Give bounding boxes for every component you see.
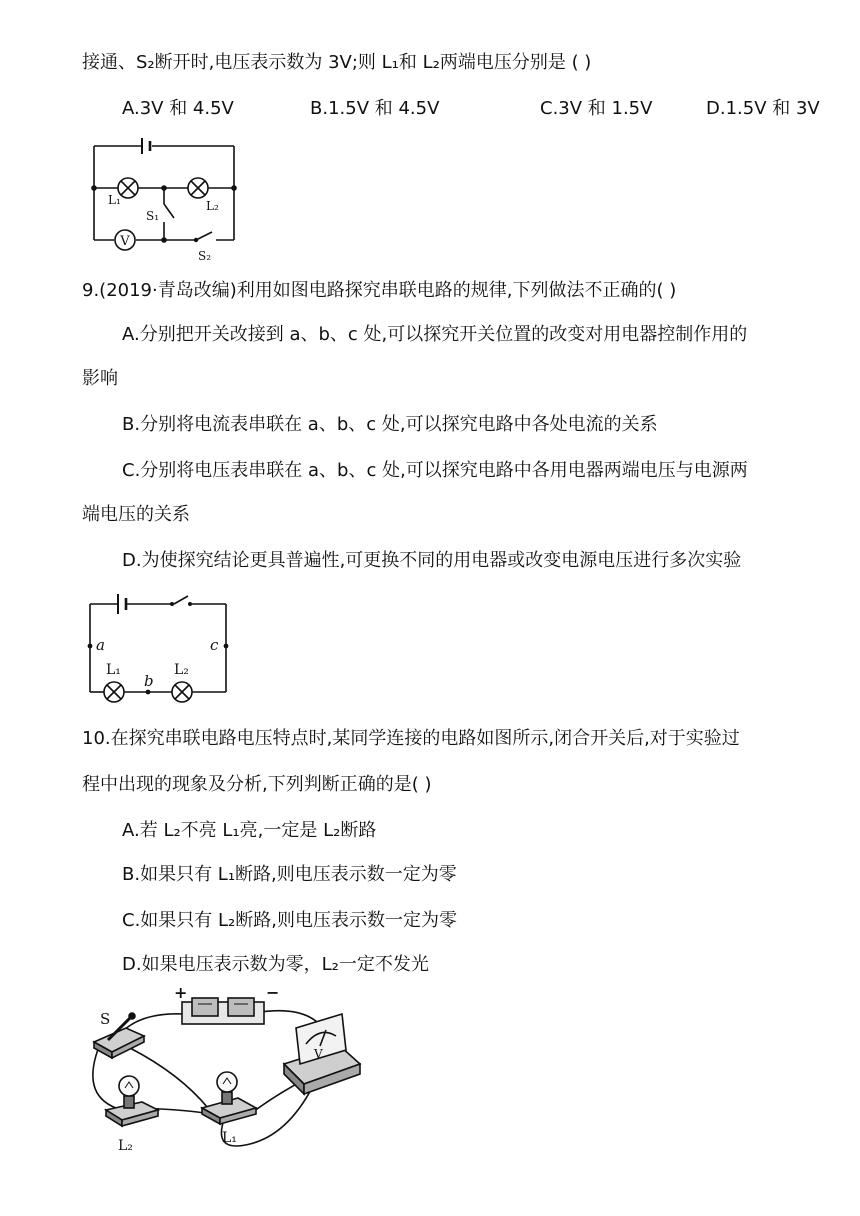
q10-label-l2: L₂	[118, 1138, 133, 1154]
q9-option-c-line2: 端电压的关系	[82, 504, 190, 525]
q10-label-minus: −	[266, 983, 280, 1002]
q9-label-l2: L₂	[174, 662, 189, 678]
q9-option-a-line1: A.分别把开关改接到 a、b、c 处,可以探究开关位置的改变对用电器控制作用的	[122, 324, 748, 345]
q8-option-d: D.1.5V 和 3V	[706, 98, 820, 119]
q8-voltmeter-icon	[115, 230, 135, 250]
q8-label-s2: S₂	[198, 249, 212, 263]
q8-option-a: A.3V 和 4.5V	[122, 98, 234, 119]
q8-option-b: B.1.5V 和 4.5V	[310, 98, 440, 119]
q10-stem-line2: 程中出现的现象及分析,下列判断正确的是( )	[82, 774, 432, 795]
q9-label-l1: L₁	[106, 662, 121, 678]
q9-circuit-figure	[84, 592, 234, 700]
q8-circuit-figure	[80, 138, 250, 264]
q10-voltmeter-icon	[284, 1014, 360, 1094]
q9-lamp-l2-icon	[172, 682, 192, 702]
q10-stem-line1: 10.在探究串联电路电压特点时,某同学连接的电路如图所示,闭合开关后,对于实验过	[82, 728, 740, 749]
q10-option-a: A.若 L₂不亮 L₁亮,一定是 L₂断路	[122, 820, 377, 841]
q8-stem-tail: 接通、S₂断开时,电压表示数为 3V;则 L₁和 L₂两端电压分别是 ( )	[82, 52, 592, 73]
q9-stem: 9.(2019·青岛改编)利用如图电路探究串联电路的规律,下列做法不正确的( )	[82, 280, 677, 301]
q10-label-s: S	[100, 1010, 111, 1028]
q10-circuit-photo-figure	[80, 984, 370, 1174]
svg-text:V: V	[120, 234, 130, 249]
q10-option-d: D.如果电压表示数为零，L₂一定不发光	[122, 954, 429, 975]
q10-label-plus: +	[174, 983, 188, 1002]
q9-option-c-line1: C.分别将电压表串联在 a、b、c 处,可以探究电路中各用电器两端电压与电源两	[122, 460, 748, 481]
q10-lamp-l2-icon	[106, 1076, 158, 1126]
q9-lamp-l1-icon	[104, 682, 124, 702]
q9-option-d: D.为使探究结论更具普遍性,可更换不同的用电器或改变电源电压进行多次实验	[122, 550, 742, 571]
q9-label-a: a	[96, 636, 105, 654]
q10-label-l1: L₁	[222, 1130, 237, 1146]
q8-lamp-l2-icon	[188, 178, 208, 198]
q8-option-c: C.3V 和 1.5V	[540, 98, 653, 119]
q10-option-c: C.如果只有 L₂断路,则电压表示数一定为零	[122, 910, 457, 931]
q8-label-s1: S₁	[146, 209, 160, 223]
svg-text:V: V	[314, 1047, 323, 1061]
q9-label-c: c	[210, 636, 219, 654]
q8-lamp-l1-icon	[118, 178, 138, 198]
q9-option-b: B.分别将电流表串联在 a、b、c 处,可以探究电路中各处电流的关系	[122, 414, 658, 435]
q9-label-b: b	[144, 672, 154, 690]
q9-option-a-line2: 影响	[82, 368, 118, 389]
q10-battery-icon	[182, 998, 264, 1024]
q8-label-l2: L₂	[206, 199, 219, 213]
q10-option-b: B.如果只有 L₁断路,则电压表示数一定为零	[122, 864, 457, 885]
q8-label-l1: L₁	[108, 193, 121, 207]
q10-lamp-l1-icon	[202, 1072, 256, 1124]
